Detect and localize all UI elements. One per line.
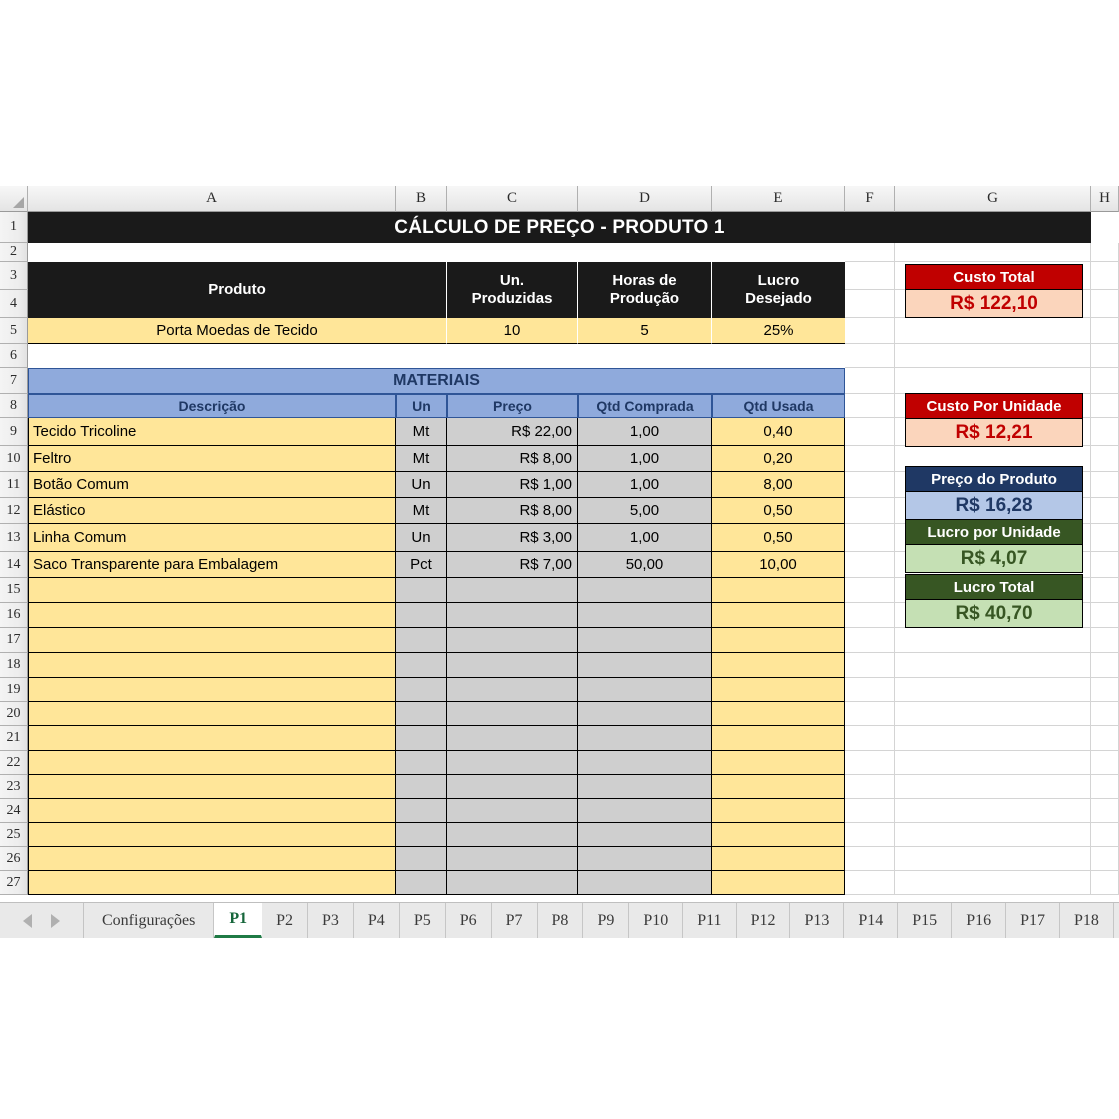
empty-cell[interactable] — [845, 678, 895, 702]
materiais-cell-un-r26[interactable] — [396, 847, 447, 871]
materiais-cell-un-r15[interactable] — [396, 578, 447, 603]
empty-cell[interactable] — [1091, 726, 1119, 751]
materiais-cell-descricao-r20[interactable] — [28, 702, 396, 726]
empty-cell[interactable] — [1091, 290, 1119, 318]
empty-cell[interactable] — [845, 318, 895, 344]
header-horas-l2: Produção — [609, 290, 680, 307]
row-header-17[interactable]: 17 — [0, 628, 28, 653]
materiais-cell-un-r12[interactable]: Mt — [396, 498, 447, 524]
materiais-cell-descricao-r12[interactable]: Elástico — [28, 498, 396, 524]
materiais-cell-qtd-comprada-r17[interactable] — [578, 628, 712, 653]
materiais-cell-qtd-usada-r18[interactable] — [712, 653, 845, 678]
empty-cell[interactable] — [845, 702, 895, 726]
materiais-cell-preco-r19[interactable] — [447, 678, 578, 702]
materiais-cell-preco-r24[interactable] — [447, 799, 578, 823]
materiais-cell-descricao-r11[interactable]: Botão Comum — [28, 472, 396, 498]
materiais-cell-descricao-r25[interactable] — [28, 823, 396, 847]
empty-cell[interactable] — [845, 799, 895, 823]
select-all-corner[interactable] — [0, 186, 28, 212]
row-header-2[interactable]: 2 — [0, 243, 28, 262]
empty-cell[interactable] — [845, 290, 895, 318]
empty-cell[interactable] — [895, 799, 1091, 823]
value-horas-producao[interactable]: 5 — [578, 318, 712, 344]
materiais-cell-qtd-usada-r15[interactable] — [712, 578, 845, 603]
empty-cell[interactable] — [845, 726, 895, 751]
materiais-cell-qtd-comprada-r12[interactable]: 5,00 — [578, 498, 712, 524]
empty-cell[interactable] — [1091, 678, 1119, 702]
materiais-cell-qtd-usada-r22[interactable] — [712, 751, 845, 775]
materiais-cell-qtd-comprada-r10[interactable]: 1,00 — [578, 446, 712, 472]
materiais-cell-un-r19[interactable] — [396, 678, 447, 702]
materiais-cell-qtd-comprada-r26[interactable] — [578, 847, 712, 871]
materiais-cell-qtd-usada-r9[interactable]: 0,40 — [712, 418, 845, 446]
value-un-produzidas[interactable]: 10 — [447, 318, 578, 344]
materiais-cell-qtd-usada-r11[interactable]: 8,00 — [712, 472, 845, 498]
row-header-5[interactable]: 5 — [0, 318, 28, 344]
materiais-cell-qtd-comprada-r15[interactable] — [578, 578, 712, 603]
materiais-cell-un-r23[interactable] — [396, 775, 447, 799]
sheet-nav-arrows[interactable] — [0, 903, 84, 938]
empty-cell[interactable] — [845, 871, 895, 895]
header-lucro-l2: Desejado — [745, 290, 812, 307]
materiais-cell-preco-r16[interactable] — [447, 603, 578, 628]
materiais-cell-qtd-usada-r21[interactable] — [712, 726, 845, 751]
materiais-cell-descricao-r14[interactable]: Saco Transparente para Embalagem — [28, 552, 396, 578]
materiais-cell-un-r20[interactable] — [396, 702, 447, 726]
summary-card-0 — [905, 264, 1083, 318]
empty-cell[interactable] — [1091, 498, 1119, 524]
materiais-cell-preco-r15[interactable] — [447, 578, 578, 603]
header-horas-l1: Horas de — [612, 272, 677, 290]
summary-card-2 — [905, 466, 1083, 520]
summary-card-value-4[interactable]: R$ 40,70 — [905, 600, 1083, 628]
sheet-tab-p18[interactable]: P18 — [1060, 903, 1114, 938]
summary-card-label-3: Lucro por Unidade — [905, 519, 1083, 545]
row-header-25[interactable]: 25 — [0, 823, 28, 847]
empty-cell[interactable] — [895, 653, 1091, 678]
column-header-bar — [0, 186, 1119, 212]
row-header-12[interactable]: 12 — [0, 498, 28, 524]
materiais-cell-qtd-usada-r12[interactable]: 0,50 — [712, 498, 845, 524]
empty-cell[interactable] — [845, 603, 895, 628]
empty-cell[interactable] — [845, 847, 895, 871]
materiais-section-title: MATERIAIS — [28, 368, 845, 394]
empty-cell[interactable] — [895, 678, 1091, 702]
materiais-cell-qtd-comprada-r25[interactable] — [578, 823, 712, 847]
materiais-cell-qtd-comprada-r22[interactable] — [578, 751, 712, 775]
materiais-cell-qtd-comprada-r19[interactable] — [578, 678, 712, 702]
sheet-tab-p4[interactable]: P4 — [354, 903, 400, 938]
materiais-cell-descricao-r24[interactable] — [28, 799, 396, 823]
column-header-h[interactable]: H — [1091, 186, 1119, 212]
materiais-col-descricao: Descrição — [28, 394, 396, 418]
column-header-d[interactable]: D — [578, 186, 712, 212]
empty-cell[interactable] — [895, 368, 1091, 394]
empty-cell[interactable] — [845, 775, 895, 799]
materiais-cell-preco-r27[interactable] — [447, 871, 578, 895]
materiais-cell-descricao-r21[interactable] — [28, 726, 396, 751]
summary-card-label-2: Preço do Produto — [905, 466, 1083, 492]
materiais-cell-preco-r13[interactable]: R$ 3,00 — [447, 524, 578, 552]
empty-cell[interactable] — [845, 418, 895, 446]
materiais-cell-un-r25[interactable] — [396, 823, 447, 847]
sheet-tab-p16[interactable]: P16 — [952, 903, 1006, 938]
sheet-tab-bar — [0, 902, 1119, 938]
empty-cell[interactable] — [845, 751, 895, 775]
materiais-cell-qtd-comprada-r20[interactable] — [578, 702, 712, 726]
empty-cell[interactable] — [1091, 628, 1119, 653]
empty-cell[interactable] — [895, 847, 1091, 871]
materiais-cell-descricao-r9[interactable]: Tecido Tricoline — [28, 418, 396, 446]
header-un-produzidas-l1: Un. — [499, 272, 525, 290]
row-header-bar — [0, 212, 28, 895]
empty-cell[interactable] — [1091, 847, 1119, 871]
empty-cell[interactable] — [895, 702, 1091, 726]
row-header-16[interactable]: 16 — [0, 603, 28, 628]
sheet-tab-p13[interactable]: P13 — [790, 903, 844, 938]
row-header-23[interactable]: 23 — [0, 775, 28, 799]
materiais-cell-descricao-r15[interactable] — [28, 578, 396, 603]
sheet-tab-p3[interactable]: P3 — [308, 903, 354, 938]
materiais-cell-preco-r18[interactable] — [447, 653, 578, 678]
materiais-cell-qtd-comprada-r18[interactable] — [578, 653, 712, 678]
materiais-cell-preco-r14[interactable]: R$ 7,00 — [447, 552, 578, 578]
materiais-cell-descricao-r16[interactable] — [28, 603, 396, 628]
materiais-cell-descricao-r10[interactable]: Feltro — [28, 446, 396, 472]
empty-cell[interactable] — [1091, 524, 1119, 552]
materiais-cell-preco-r10[interactable]: R$ 8,00 — [447, 446, 578, 472]
row-header-4[interactable]: 4 — [0, 290, 28, 318]
empty-cell[interactable] — [1091, 552, 1119, 578]
materiais-cell-qtd-usada-r27[interactable] — [712, 871, 845, 895]
materiais-cell-un-r21[interactable] — [396, 726, 447, 751]
materiais-cell-qtd-usada-r25[interactable] — [712, 823, 845, 847]
materiais-cell-qtd-usada-r10[interactable]: 0,20 — [712, 446, 845, 472]
materiais-cell-un-r16[interactable] — [396, 603, 447, 628]
materiais-cell-preco-r23[interactable] — [447, 775, 578, 799]
materiais-cell-qtd-comprada-r21[interactable] — [578, 726, 712, 751]
row-header-11[interactable]: 11 — [0, 472, 28, 498]
header-lucro-desejado — [712, 262, 845, 318]
empty-cell[interactable] — [895, 775, 1091, 799]
header-produto — [28, 262, 447, 318]
materiais-cell-qtd-usada-r23[interactable] — [712, 775, 845, 799]
empty-cell[interactable] — [1091, 262, 1119, 290]
materiais-cell-un-r18[interactable] — [396, 653, 447, 678]
row-header-18[interactable]: 18 — [0, 653, 28, 678]
materiais-cell-un-r17[interactable] — [396, 628, 447, 653]
empty-cell[interactable] — [845, 472, 895, 498]
header-un-produzidas-l2: Produzidas — [471, 290, 553, 307]
empty-cell[interactable] — [1091, 446, 1119, 472]
summary-card-value-3[interactable]: R$ 4,07 — [905, 545, 1083, 573]
summary-card-1 — [905, 393, 1083, 447]
materiais-cell-un-r27[interactable] — [396, 871, 447, 895]
cell-grid — [28, 212, 1119, 905]
sheet-tab-configura-es[interactable]: Configurações — [84, 903, 214, 938]
materiais-cell-preco-r25[interactable] — [447, 823, 578, 847]
empty-cell[interactable] — [895, 318, 1091, 344]
empty-cell[interactable] — [845, 823, 895, 847]
materiais-cell-qtd-usada-r16[interactable] — [712, 603, 845, 628]
empty-cell[interactable] — [845, 524, 895, 552]
sheet-tab-p9[interactable]: P9 — [583, 903, 629, 938]
row-header-10[interactable]: 10 — [0, 446, 28, 472]
materiais-col-un: Un — [396, 394, 447, 418]
empty-cell[interactable] — [845, 498, 895, 524]
empty-cell[interactable] — [895, 871, 1091, 895]
materiais-cell-un-r22[interactable] — [396, 751, 447, 775]
empty-cell[interactable] — [845, 628, 895, 653]
materiais-cell-qtd-usada-r19[interactable] — [712, 678, 845, 702]
materiais-cell-qtd-usada-r13[interactable]: 0,50 — [712, 524, 845, 552]
summary-card-label-0: Custo Total — [905, 264, 1083, 290]
summary-card-label-4: Lucro Total — [905, 574, 1083, 600]
empty-cell[interactable] — [1091, 344, 1119, 368]
sheet-tab-p17[interactable]: P17 — [1006, 903, 1060, 938]
header-horas-producao — [578, 262, 712, 318]
materiais-cell-qtd-comprada-r9[interactable]: 1,00 — [578, 418, 712, 446]
empty-cell[interactable] — [895, 628, 1091, 653]
materiais-cell-descricao-r17[interactable] — [28, 628, 396, 653]
materiais-cell-qtd-usada-r26[interactable] — [712, 847, 845, 871]
materiais-cell-descricao-r26[interactable] — [28, 847, 396, 871]
materiais-cell-preco-r21[interactable] — [447, 726, 578, 751]
sheet-tab-p6[interactable]: P6 — [446, 903, 492, 938]
row-header-19[interactable]: 19 — [0, 678, 28, 702]
sheet-tab-p8[interactable]: P8 — [538, 903, 584, 938]
empty-cell[interactable] — [1091, 751, 1119, 775]
materiais-cell-preco-r26[interactable] — [447, 847, 578, 871]
sheet-tab-p12[interactable]: P12 — [737, 903, 791, 938]
sheet-tab-p2[interactable]: P2 — [262, 903, 308, 938]
column-header-g[interactable]: G — [895, 186, 1091, 212]
empty-cell[interactable] — [1091, 871, 1119, 895]
row-header-20[interactable]: 20 — [0, 702, 28, 726]
row-header-13[interactable]: 13 — [0, 524, 28, 552]
summary-card-value-0[interactable]: R$ 122,10 — [905, 290, 1083, 318]
value-lucro-desejado[interactable]: 25% — [712, 318, 845, 344]
summary-card-4 — [905, 574, 1083, 628]
materiais-cell-qtd-comprada-r11[interactable]: 1,00 — [578, 472, 712, 498]
materiais-cell-qtd-comprada-r16[interactable] — [578, 603, 712, 628]
materiais-cell-preco-r9[interactable]: R$ 22,00 — [447, 418, 578, 446]
spreadsheet-sheet-area — [0, 186, 1119, 905]
value-produto[interactable]: Porta Moedas de Tecido — [28, 318, 447, 344]
materiais-cell-preco-r12[interactable]: R$ 8,00 — [447, 498, 578, 524]
row-header-9[interactable]: 9 — [0, 418, 28, 446]
column-header-e[interactable]: E — [712, 186, 845, 212]
prev-sheet-arrow-icon[interactable] — [23, 914, 32, 928]
empty-cell[interactable] — [1091, 368, 1119, 394]
empty-cell[interactable] — [1091, 823, 1119, 847]
header-lucro-l1: Lucro — [757, 272, 800, 290]
summary-card-value-2[interactable]: R$ 16,28 — [905, 492, 1083, 520]
empty-cell[interactable] — [1091, 318, 1119, 344]
materiais-cell-un-r9[interactable]: Mt — [396, 418, 447, 446]
materiais-cell-descricao-r19[interactable] — [28, 678, 396, 702]
empty-cell[interactable] — [845, 552, 895, 578]
row-header-14[interactable]: 14 — [0, 552, 28, 578]
sheet-tab-p15[interactable]: P15 — [898, 903, 952, 938]
empty-cell[interactable] — [895, 751, 1091, 775]
empty-cell[interactable] — [895, 344, 1091, 368]
row-header-15[interactable]: 15 — [0, 578, 28, 603]
empty-cell[interactable] — [1091, 243, 1119, 262]
materiais-cell-preco-r11[interactable]: R$ 1,00 — [447, 472, 578, 498]
materiais-cell-descricao-r13[interactable]: Linha Comum — [28, 524, 396, 552]
empty-cell[interactable] — [845, 243, 895, 262]
materiais-cell-un-r10[interactable]: Mt — [396, 446, 447, 472]
materiais-cell-descricao-r22[interactable] — [28, 751, 396, 775]
empty-cell[interactable] — [1091, 578, 1119, 603]
empty-cell[interactable] — [895, 243, 1091, 262]
materiais-cell-qtd-comprada-r27[interactable] — [578, 871, 712, 895]
materiais-cell-qtd-comprada-r24[interactable] — [578, 799, 712, 823]
column-header-f[interactable]: F — [845, 186, 895, 212]
summary-card-label-1: Custo Por Unidade — [905, 393, 1083, 419]
materiais-col-qtd-usada: Qtd Usada — [712, 394, 845, 418]
row-header-21[interactable]: 21 — [0, 726, 28, 751]
empty-cell[interactable] — [1091, 472, 1119, 498]
empty-cell[interactable] — [1091, 775, 1119, 799]
empty-cell[interactable] — [1091, 702, 1119, 726]
sheet-tab-p14[interactable]: P14 — [844, 903, 898, 938]
row-header-24[interactable]: 24 — [0, 799, 28, 823]
sheet-title-banner: CÁLCULO DE PREÇO - PRODUTO 1 — [28, 212, 1091, 243]
empty-cell[interactable] — [845, 344, 895, 368]
sheet-tab-p10[interactable]: P10 — [629, 903, 683, 938]
empty-cell[interactable] — [895, 726, 1091, 751]
empty-cell[interactable] — [1091, 394, 1119, 418]
materiais-col-qtd-comprada: Qtd Comprada — [578, 394, 712, 418]
next-sheet-arrow-icon[interactable] — [51, 914, 60, 928]
materiais-cell-qtd-usada-r24[interactable] — [712, 799, 845, 823]
empty-cell[interactable] — [1091, 653, 1119, 678]
materiais-cell-preco-r20[interactable] — [447, 702, 578, 726]
sheet-tab-p5[interactable]: P5 — [400, 903, 446, 938]
empty-cell[interactable] — [845, 368, 895, 394]
row-header-8[interactable]: 8 — [0, 394, 28, 418]
empty-cell[interactable] — [845, 578, 895, 603]
column-header-a[interactable]: A — [28, 186, 396, 212]
row-header-22[interactable]: 22 — [0, 751, 28, 775]
materiais-cell-un-r24[interactable] — [396, 799, 447, 823]
materiais-cell-un-r13[interactable]: Un — [396, 524, 447, 552]
materiais-cell-descricao-r27[interactable] — [28, 871, 396, 895]
empty-cell[interactable] — [845, 394, 895, 418]
row-header-1[interactable]: 1 — [0, 212, 28, 243]
summary-card-3 — [905, 519, 1083, 573]
empty-cell[interactable] — [845, 653, 895, 678]
materiais-cell-qtd-comprada-r14[interactable]: 50,00 — [578, 552, 712, 578]
row-header-27[interactable]: 27 — [0, 871, 28, 895]
column-header-b[interactable]: B — [396, 186, 447, 212]
materiais-cell-preco-r22[interactable] — [447, 751, 578, 775]
materiais-cell-descricao-r18[interactable] — [28, 653, 396, 678]
materiais-cell-descricao-r23[interactable] — [28, 775, 396, 799]
materiais-cell-qtd-usada-r20[interactable] — [712, 702, 845, 726]
sheet-tab-p1[interactable]: P1 — [214, 903, 262, 938]
header-produto-label: Produto — [208, 281, 266, 299]
empty-cell[interactable] — [1091, 603, 1119, 628]
empty-cell[interactable] — [845, 262, 895, 290]
sheet-tab-p11[interactable]: P11 — [683, 903, 736, 938]
materiais-cell-preco-r17[interactable] — [447, 628, 578, 653]
select-all-triangle-icon — [13, 197, 24, 208]
materiais-cell-qtd-comprada-r23[interactable] — [578, 775, 712, 799]
header-un-produzidas — [447, 262, 578, 318]
materiais-cell-qtd-comprada-r13[interactable]: 1,00 — [578, 524, 712, 552]
row-header-7[interactable]: 7 — [0, 368, 28, 394]
sheet-tab-p7[interactable]: P7 — [492, 903, 538, 938]
materiais-cell-un-r11[interactable]: Un — [396, 472, 447, 498]
empty-cell[interactable] — [1091, 799, 1119, 823]
empty-cell[interactable] — [845, 446, 895, 472]
materiais-col-preco: Preço — [447, 394, 578, 418]
materiais-cell-qtd-usada-r14[interactable]: 10,00 — [712, 552, 845, 578]
materiais-cell-qtd-usada-r17[interactable] — [712, 628, 845, 653]
materiais-cell-un-r14[interactable]: Pct — [396, 552, 447, 578]
row-header-3[interactable]: 3 — [0, 262, 28, 290]
empty-cell[interactable] — [895, 823, 1091, 847]
column-header-c[interactable]: C — [447, 186, 578, 212]
row-header-26[interactable]: 26 — [0, 847, 28, 871]
row-header-6[interactable]: 6 — [0, 344, 28, 368]
empty-cell[interactable] — [1091, 418, 1119, 446]
summary-card-value-1[interactable]: R$ 12,21 — [905, 419, 1083, 447]
